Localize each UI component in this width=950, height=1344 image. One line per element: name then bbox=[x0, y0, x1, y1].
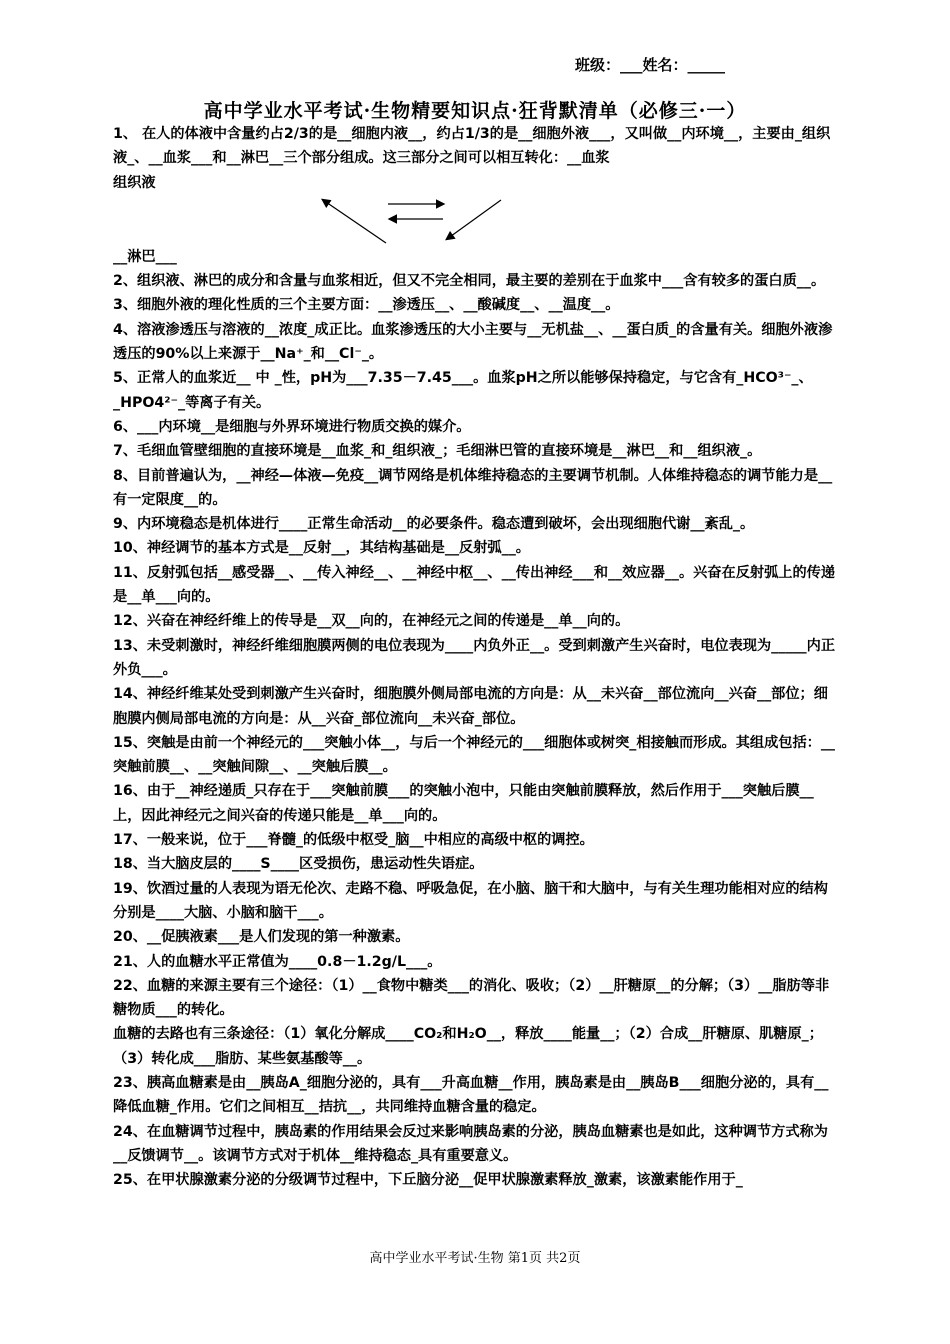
list-item: 6、___内环境__是细胞与外界环境进行物质交换的媒介。 bbox=[113, 418, 471, 435]
list-item: 14、神经纤维某处受到刺激产生兴奋时，细胞膜外侧局部电流的方向是：从__未兴奋__部位流向__兴奋__部位；细胞膜内侧局部电流的方向是：从__兴奋_部位流向__未兴奋_部位。 bbox=[113, 686, 828, 727]
list-item: 4、溶液渗透压与溶液的__浓度_成正比。血浆渗透压的大小主要与__无机盐__、__蛋白质_的含量有关。细胞外液渗透压的90%以上来源于__Na⁺_和__Cl⁻_。 bbox=[113, 321, 833, 363]
list-item: 25、在甲状腺激素分泌的分级调节过程中，下丘脑分泌__促甲状腺激素释放_激素，该激素能作用于_ bbox=[113, 1172, 743, 1189]
list-item: 血糖的去路也有三条途径：（1）氧化分解成____CO₂和H₂O__，释放____能量__；（2）合成__肝糖原、肌糖原_；（3）转化成___脂肪、某些氨基酸等__。 bbox=[113, 1026, 823, 1067]
list-item: 12、兴奋在神经纤维上的传导是__双__向的，在神经元之间的传递是__单__向的。 bbox=[113, 613, 630, 630]
list-item: __淋巴___ bbox=[113, 248, 177, 265]
list-item: 1、 在人的体液中含量约占2/3的是__细胞内液__，约占1/3的是__细胞外液___，又叫做__内环境__，主要由_组织液_、__血浆___和__淋巴__三个部分组成。这三部分之间可以相互转化：__血浆 bbox=[113, 126, 831, 167]
list-item: 23、胰高血糖素是由__胰岛A_细胞分泌的，具有___升高血糖__作用，胰岛素是由__胰岛B___细胞分泌的，具有__降低血糖_作用。它们之间相互__拮抗__，共同维持血糖含量的稳定。 bbox=[113, 1074, 829, 1116]
list-item: 9、内环境稳态是机体进行____正常生命活动__的必要条件。稳态遭到破坏，会出现细胞代谢__紊乱_。 bbox=[113, 516, 755, 533]
list-item: 3、细胞外液的理化性质的三个主要方面：__渗透压__、__酸碱度__、__温度__。 bbox=[113, 297, 620, 314]
list-item: 20、__促胰液素___是人们发现的第一种激素。 bbox=[113, 929, 410, 946]
list-item: 15、突触是由前一个神经元的___突触小体__，与后一个神经元的___细胞体或树突_相接触而形成。其组成包括：__突触前膜__、__突触间隙__、__突触后膜__。 bbox=[113, 734, 836, 776]
list-item: 2、组织液、淋巴的成分和含量与血浆相近，但又不完全相同，最主要的差别在于血浆中___含有较多的蛋白质__。 bbox=[113, 273, 826, 290]
list-item: 18、当大脑皮层的____S____区受损伤，患运动性失语症。 bbox=[113, 856, 484, 873]
list-item: 10、神经调节的基本方式是__反射__，其结构基础是__反射弧__。 bbox=[113, 540, 530, 557]
list-item: 8、目前普遍认为，__神经—体液—免疫__调节网络是机体维持稳态的主要调节机制。人体维持稳态的调节能力是__有一定限度__的。 bbox=[113, 467, 833, 508]
list-item: 16、由于__神经递质_只存在于___突触前膜___的突触小泡中，只能由突触前膜释放，然后作用于___突触后膜__上，因此神经元之间兴奋的传递只能是__单___向的。 bbox=[113, 783, 814, 824]
knowledge-list bbox=[113, 122, 841, 1192]
arrow-fluid-to-lymph bbox=[447, 200, 501, 239]
list-item: 组织液 bbox=[113, 174, 156, 191]
conversion-arrows bbox=[113, 195, 841, 245]
page-title: 高中学业水平考试·生物精要知识点·狂背默清单（必修三·一） bbox=[203, 100, 747, 122]
list-item: 21、人的血糖水平正常值为____0.8－1.2g/L___。 bbox=[113, 953, 442, 970]
list-item: 22、血糖的来源主要有三个途径：（1）__食物中糖类___的消化、吸收；（2）__肝糖原__的分解；（3）__脂肪等非糖物质___的转化。 bbox=[113, 977, 830, 1019]
list-item: 7、毛细血管壁细胞的直接环境是__血浆_和_组织液_；毛细淋巴管的直接环境是__淋巴__和__组织液_。 bbox=[113, 443, 762, 460]
list-item: 13、未受刺激时，神经纤维细胞膜两侧的电位表现为____内负外正__。受到刺激产生兴奋时，电位表现为_____内正外负___。 bbox=[113, 637, 836, 678]
arrows-diagram bbox=[113, 195, 841, 245]
list-item: 5、正常人的血浆近__ 中 _性，pH为___7.35－7.45___。血浆pH之所以能够保持稳定，与它含有_HCO³⁻_、_HPO4²⁻_等离子有关。 bbox=[113, 370, 813, 411]
page-footer: 高中学业水平考试·生物 第1页 共2页 bbox=[369, 1251, 581, 1266]
list-item: 11、反射弧包括__感受器__、__传入神经__、__神经中枢__、__传出神经___和__效应器__。兴奋在反射弧上的传递是__单___向的。 bbox=[113, 564, 836, 606]
list-item: 19、饮酒过量的人表现为语无伦次、走路不稳、呼吸急促，在小脑、脑干和大脑中，与有关生理功能相对应的结构分别是____大脑、小脑和脑干___。 bbox=[113, 880, 828, 921]
list-item: 24、在血糖调节过程中，胰岛素的作用结果会反过来影响胰岛素的分泌，胰岛血糖素也是如此，这种调节方式称为__反馈调节__。该调节方式对于机体__维持稳态_具有重要意义。 bbox=[113, 1123, 828, 1164]
class-name-field: 班级：___姓名：_____ bbox=[575, 56, 726, 74]
list-item: 17、一般来说，位于___脊髓_的低级中枢受_脑__中相应的高级中枢的调控。 bbox=[113, 832, 594, 849]
arrow-lymph-to-plasma bbox=[323, 200, 386, 243]
